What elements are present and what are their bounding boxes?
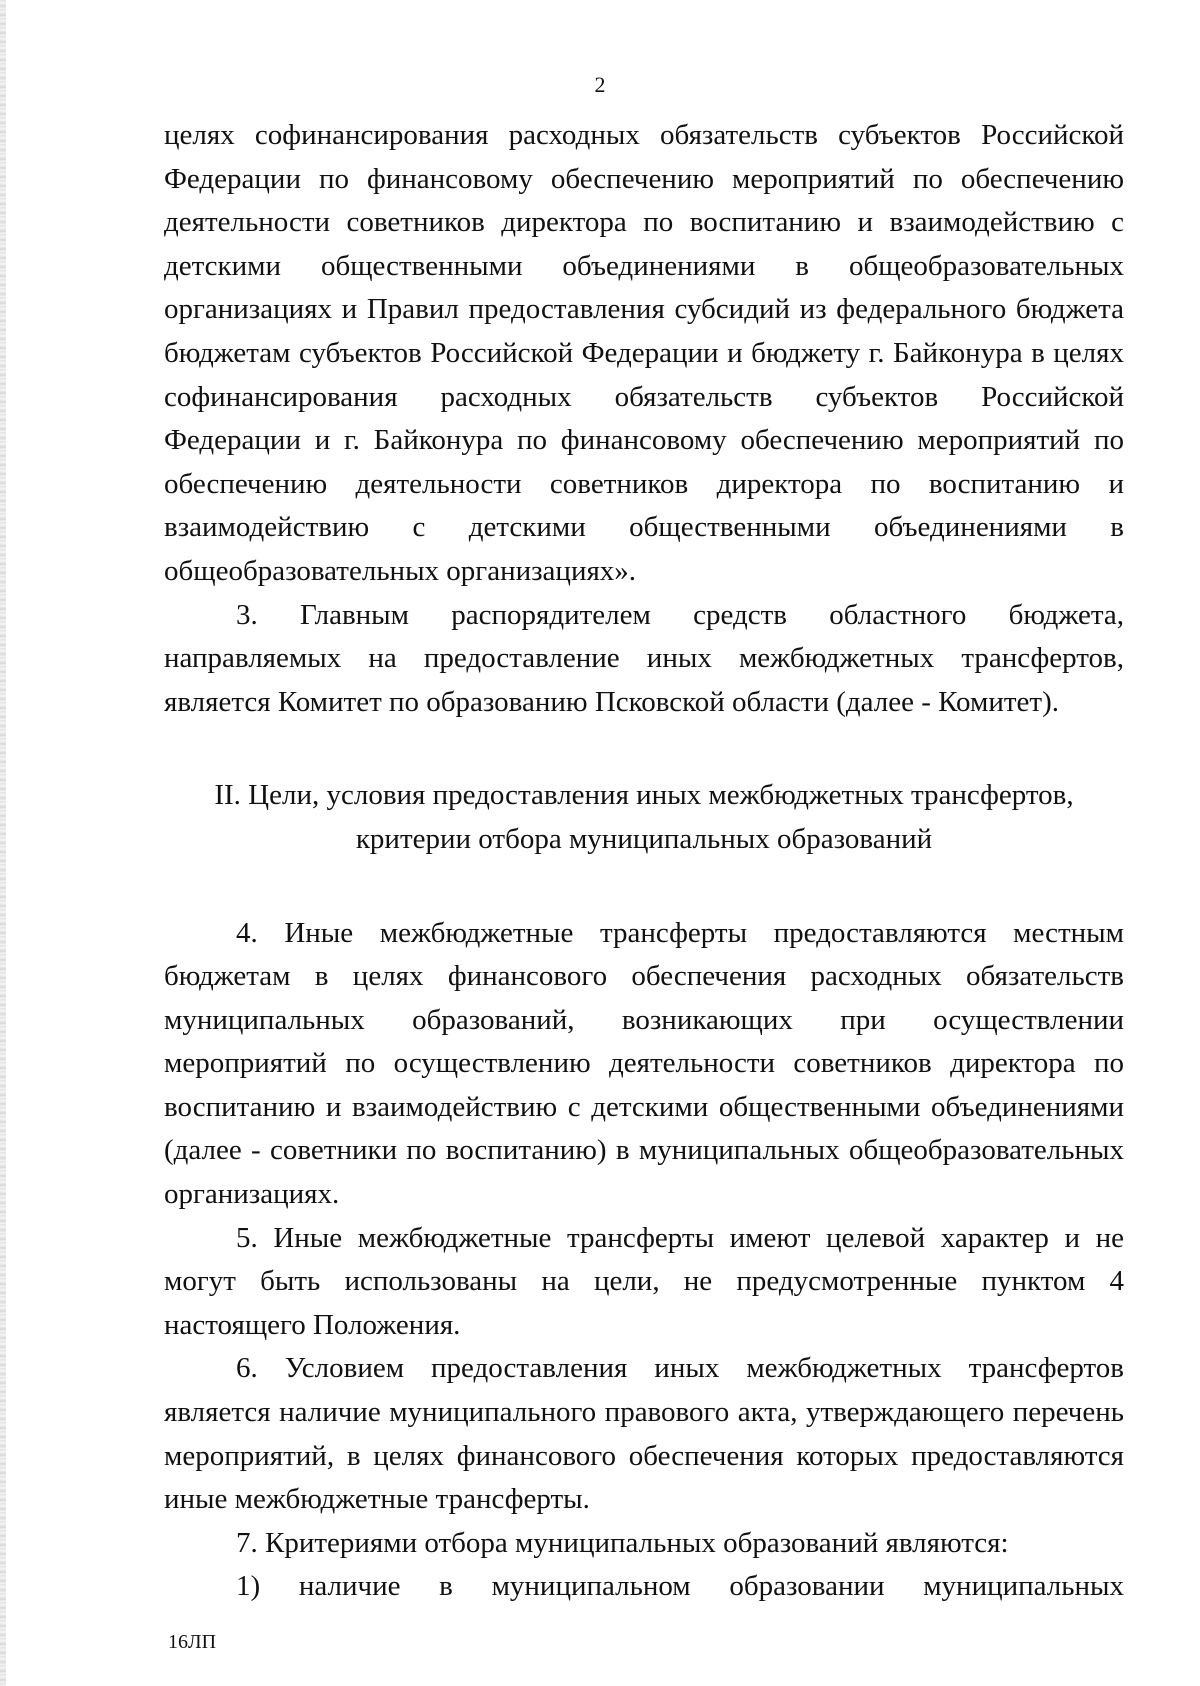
paragraph-6: 6. Условием предоставления иных межбюджетных трансфертов является наличие муниципального правового акта, утверждающего перечень мероприятий, в целях финансового обеспечения которых предоставляются иные межбюджетные трансферты. bbox=[164, 1352, 1124, 1516]
document-body bbox=[164, 114, 1124, 1609]
paragraph-3: 3. Главным распорядителем средств областного бюджета, направляемых на предоставление иных межбюджетных трансфертов, является Комитет по образованию Псковской области (далее - Комитет). bbox=[164, 598, 1124, 718]
document-code: 16ЛП bbox=[168, 1631, 217, 1653]
section-heading bbox=[164, 774, 1124, 861]
section-heading-line-2: критерии отбора муниципальных образований bbox=[355, 822, 933, 855]
paragraph-7: 7. Критериями отбора муниципальных образований являются: bbox=[236, 1526, 1009, 1559]
paragraph-4: 4. Иные межбюджетные трансферты предоставляются местным бюджетам в целях финансового обеспечения расходных обязательств муниципальных образований, возникающих при осуществлении мероприятий по осуществлению деятельности советников директора по воспитанию и взаимодействию с детскими общественными объединениями (далее - советники по воспитанию) в муниципальных общеобразовательных организациях. bbox=[164, 916, 1124, 1211]
paragraph-7-item-1: 1) наличие в муниципальном образовании муниципальных bbox=[236, 1570, 1124, 1603]
paragraph-5: 5. Иные межбюджетные трансферты имеют целевой характер и не могут быть использованы на цели, не предусмотренные пунктом 4 настоящего Положения. bbox=[164, 1221, 1124, 1341]
page-number: 2 bbox=[594, 72, 606, 97]
paragraph-continuation: целях софинансирования расходных обязательств субъектов Российской Федерации по финансовому обеспечению мероприятий по обеспечению деятельности советников директора по воспитанию и взаимодействию с детскими общественными объединениями в общеобразовательных организациях и Правил предоставления субсидий из федерального бюджета бюджетам субъектов Российской Федерации и бюджету г. Байконура в целях софинансирования расходных обязательств субъектов Российской Федерации и г. Байконура по финансовому обеспечению мероприятий по обеспечению деятельности советников директора по воспитанию и взаимодействию с детскими общественными объединениями в общеобразовательных организациях». bbox=[164, 119, 1124, 587]
section-heading-line-1: II. Цели, условия предоставления иных межбюджетных трансфертов, bbox=[214, 779, 1074, 812]
scan-edge-shadow bbox=[0, 0, 6, 1686]
